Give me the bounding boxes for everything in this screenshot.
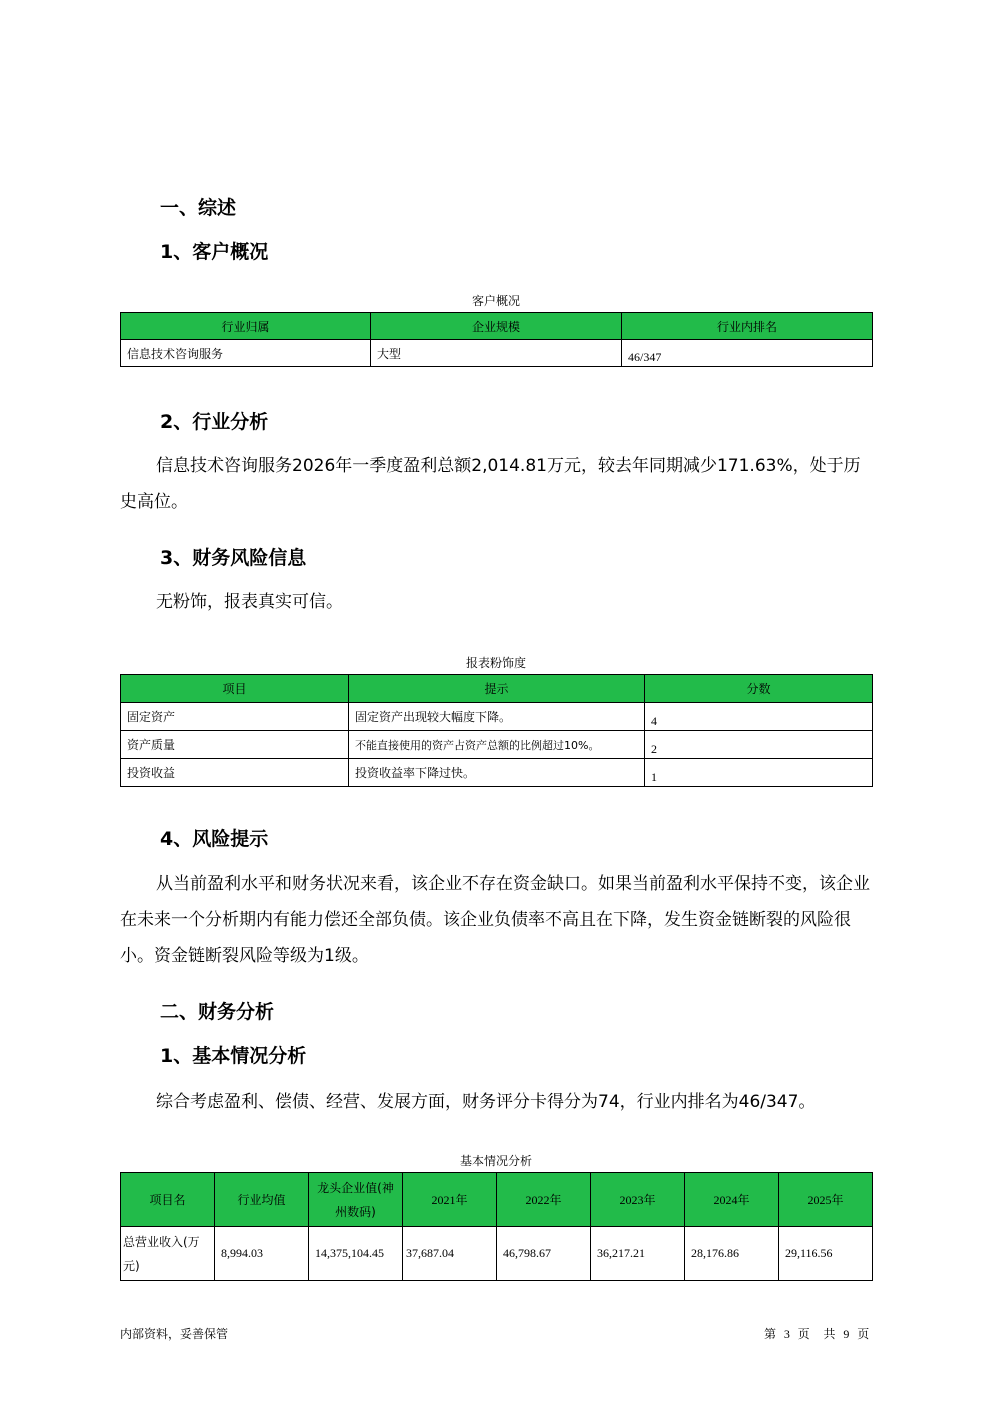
page-label: 第 [764, 1327, 777, 1341]
basic-analysis-text: 综合考虑盈利、偿债、经营、发展方面，财务评分卡得分为74，行业内排名为46/347。 [156, 1092, 816, 1112]
table-cell: 不能直接使用的资产占资产总额的比例超过10%。 [349, 731, 645, 759]
section-heading-overview: 一、综述 [160, 197, 237, 219]
table-cell: 投资收益 [121, 759, 349, 787]
table-row [121, 340, 873, 367]
total-label: 共 [823, 1327, 836, 1341]
table-cell: 投资收益率下降过快。 [349, 759, 645, 787]
table-header-cell: 龙头企业值(神州数码) [309, 1173, 403, 1227]
customer-table [120, 312, 873, 367]
current-page-number: 3 [783, 1327, 790, 1341]
table-header-cell: 2021年 [403, 1173, 497, 1227]
table-cell: 信息技术咨询服务 [121, 340, 371, 367]
table-header-row [121, 1173, 873, 1227]
table-row [121, 759, 873, 787]
subheading-risk-hint: 4、风险提示 [160, 828, 269, 850]
footer-confidential-note: 内部资料，妥善保管 [120, 1327, 229, 1341]
industry-analysis-text: 信息技术咨询服务2026年一季度盈利总额2,014.81万元，较去年同期减少171.63%，处于历史高位。 [120, 456, 861, 512]
table-cell: 总营业收入(万元) [121, 1227, 215, 1281]
table-cell: 46,798.67 [497, 1227, 591, 1281]
subheading-basic-analysis: 1、基本情况分析 [160, 1045, 307, 1067]
table-header-cell: 项目名 [121, 1173, 215, 1227]
subheading-industry-analysis: 2、行业分析 [160, 411, 269, 433]
table-cell: 8,994.03 [215, 1227, 309, 1281]
table-header-cell: 提示 [349, 675, 645, 703]
table-header-cell: 2025年 [779, 1173, 873, 1227]
table-cell: 大型 [371, 340, 622, 367]
table-cell: 资产质量 [121, 731, 349, 759]
basic-analysis-table [120, 1172, 873, 1281]
table-cell: 4 [645, 703, 873, 731]
subheading-customer-overview: 1、客户概况 [160, 241, 269, 263]
table-header-cell: 项目 [121, 675, 349, 703]
table-row [121, 703, 873, 731]
table-header-row [121, 675, 873, 703]
table-cell: 37,687.04 [403, 1227, 497, 1281]
whitewash-table-caption: 报表粉饰度 [465, 656, 526, 670]
table-cell: 14,375,104.45 [309, 1227, 403, 1281]
table-header-cell: 行业归属 [121, 313, 371, 340]
whitewash-table [120, 674, 873, 787]
risk-hint-text: 从当前盈利水平和财务状况来看，该企业不存在资金缺口。如果当前盈利水平保持不变，该企业在未来一个分析期内有能力偿还全部负债。该企业负债率不高且在下降，发生资金链断裂的风险很小。资金链断裂风险等级为1级。 [120, 874, 870, 966]
table-row [121, 731, 873, 759]
table-cell: 28,176.86 [685, 1227, 779, 1281]
table-header-cell: 企业规模 [371, 313, 622, 340]
table-cell: 2 [645, 731, 873, 759]
table-cell: 36,217.21 [591, 1227, 685, 1281]
table-cell: 固定资产 [121, 703, 349, 731]
total-page-number: 9 [843, 1327, 850, 1341]
section-heading-financial-analysis: 二、财务分析 [160, 1001, 275, 1023]
footer-page-number [764, 1325, 869, 1342]
table-header-cell: 行业内排名 [622, 313, 873, 340]
table-header-cell: 2024年 [685, 1173, 779, 1227]
table-header-cell: 行业均值 [215, 1173, 309, 1227]
page-label: 页 [797, 1327, 810, 1341]
customer-table-caption: 客户概况 [471, 294, 520, 308]
table-header-cell: 分数 [645, 675, 873, 703]
table-header-cell: 2022年 [497, 1173, 591, 1227]
table-header-row [121, 313, 873, 340]
table-row [121, 1227, 873, 1281]
basic-table-caption: 基本情况分析 [459, 1154, 532, 1168]
table-cell: 固定资产出现较大幅度下降。 [349, 703, 645, 731]
table-cell: 29,116.56 [779, 1227, 873, 1281]
financial-risk-text: 无粉饰，报表真实可信。 [156, 592, 343, 612]
table-header-cell: 2023年 [591, 1173, 685, 1227]
total-label: 页 [857, 1327, 870, 1341]
subheading-financial-risk: 3、财务风险信息 [160, 547, 307, 569]
table-cell: 1 [645, 759, 873, 787]
table-cell: 46/347 [622, 340, 873, 367]
